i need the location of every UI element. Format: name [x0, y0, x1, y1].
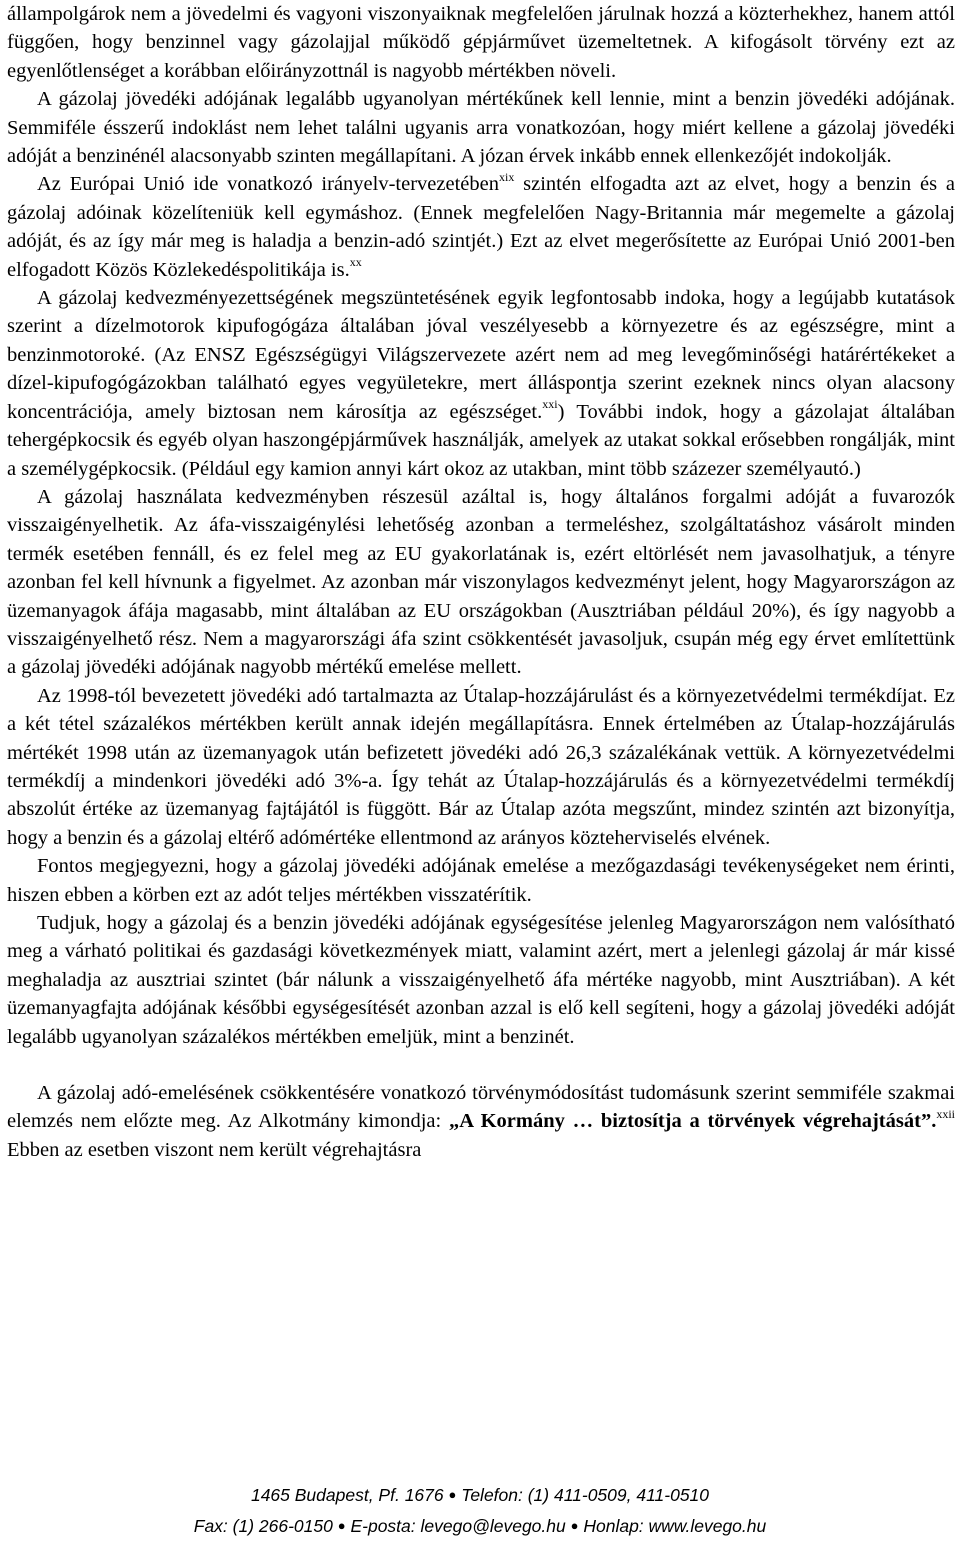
- paragraph-text: állampolgárok nem a jövedelmi és vagyoni viszonyaiknak megfelelően járulnak hozzá a közterhekhez, hanem attól függően, hogy benzinnel vagy gázolajjal működő gépjárművet üzemeltetnek. A kifogásolt törvény ezt az egyenlőtlenséget a korábban előirányzottnál is nagyobb mértékben növeli.: [7, 3, 955, 82]
- footnote-ref-xix: xix: [498, 169, 515, 184]
- bullet-icon: ●: [337, 1518, 346, 1533]
- paragraph-4: [7, 483, 955, 682]
- paragraph-text: Ebben az esetben viszont nem került végrehajtásra: [7, 1138, 422, 1161]
- paragraph-6: [7, 852, 955, 909]
- paragraph-5: [7, 682, 955, 852]
- paragraph-0: [7, 0, 955, 85]
- paragraph-3: [7, 284, 955, 483]
- footnote-ref-xx: xx: [349, 254, 362, 269]
- paragraph-text: A gázolaj kedvezményezettségének megszüntetésének egyik legfontosabb indoka, hogy a legújabb kutatások szerint a dízelmotorok kipufogógáza általában jóval veszélyesebb a környezetre és az egészségre, mint a benzinmotoroké. (Az ENSZ Egészségügyi Világszervezete azért nem ad meg levegőminőségi határértékeket a dízel-kipufogógázokban található egyes vegyületekre, mert álláspontja szerint ezeknek nincs olyan alacsony koncentrációja, amely biztosan nem károsítja az egészséget.: [7, 287, 955, 423]
- paragraph-7: [7, 909, 955, 1051]
- paragraph-text: A gázolaj használata kedvezményben részesül azáltal is, hogy általános forgalmi adóját a fuvarozók visszaigényelhetik. Az áfa-visszaigénylési lehetőség azonban a termeléshez, szolgáltatáshoz vásárolt minden termék esetében fennáll, és ez felel meg az EU gyakorlatának is, ezért eltörlését nem javasolhatjuk, a tényre azonban fel kell hívnunk a figyelmet. Az azonban már viszonylagos kedvezményt jelent, hogy Magyarországon az üzemanyagok áfája magasabb, mint általában az EU országokban (Ausztriában például 20%), és így nagyobb a visszaigényelhető rész. Nem a magyarországi áfa szint csökkentését javasoljuk, csupán még egy érvet említettünk a gázolaj jövedéki adójának nagyobb mértékű emelése mellett.: [7, 485, 955, 679]
- paragraph-text: ) További indok, hogy a gázolajat általában tehergépkocsik és egyéb olyan haszongépjárművek használják, amelyek az utakat sokkal erősebben rongálják, mint a személygépkocsik. (Például egy kamion annyi kárt okoz az utakban, mint több százezer személyautó.): [7, 400, 955, 480]
- bullet-icon: ●: [448, 1487, 457, 1502]
- paragraph-spacer: [7, 1051, 955, 1079]
- paragraph-text: A gázolaj jövedéki adójának legalább ugyanolyan mértékűnek kell lennie, mint a benzin jövedéki adójának. Semmiféle ésszerű indoklást nem lehet találni ugyanis arra vonatkozóan, hogy miért kellene a gázolaj jövedéki adóját a benzinénél alacsonyabb szinten megállapítani. A józan érvek inkább ennek ellenkezőjét indokolják.: [7, 88, 955, 168]
- footer-address-line: [0, 1485, 960, 1506]
- document-body: [7, 0, 955, 1164]
- footer-website[interactable]: Honlap: www.levego.hu: [583, 1516, 767, 1536]
- paragraph-2: [7, 170, 955, 284]
- footer-postal-address: 1465 Budapest, Pf. 1676: [250, 1485, 444, 1505]
- paragraph-8: [7, 1079, 955, 1164]
- footnote-ref-xxi: xxi: [542, 396, 558, 411]
- constitution-quote: „A Kormány … biztosítja a törvények végrehajtását”.: [448, 1110, 937, 1133]
- footnote-ref-xxii: xxii: [936, 1106, 955, 1121]
- paragraph-text: A gázolaj adó-emelésének csökkentésére vonatkozó törvénymódosítást tudomásunk szerint semmiféle szakmai elemzés nem előzte meg. Az Alkotmány kimondja:: [7, 1082, 955, 1133]
- footer-fax: Fax: (1) 266-0150: [193, 1516, 333, 1536]
- footer-phone: Telefon: (1) 411-0509, 411-0510: [461, 1485, 710, 1505]
- paragraph-text: szintén elfogadta azt az elvet, hogy a benzin és a gázolaj adóinak közelíteniük kell egymáshoz. (Ennek megfelelően Nagy-Britannia már megemelte a gázolaj adóját, és az így már meg is haladja a benzin-adó szintjét.) Ezt az elvet megerősítette az Európai Unió 2001-ben elfogadott Közös Közlekedéspolitikája is.: [7, 173, 955, 281]
- footer-email[interactable]: E-posta: levego@levego.hu: [350, 1516, 566, 1536]
- paragraph-text: Az Európai Unió ide vonatkozó irányelv-tervezetében: [37, 173, 499, 196]
- paragraph-text: Fontos megjegyezni, hogy a gázolaj jövedéki adójának emelése a mezőgazdasági tevékenységeket nem érinti, hiszen ebben a körben ezt az adót teljes mértékben visszatérítik.: [7, 855, 955, 906]
- bullet-icon: ●: [570, 1518, 579, 1533]
- paragraph-1: [7, 85, 955, 170]
- paragraph-text: Az 1998-tól bevezetett jövedéki adó tartalmazta az Útalap-hozzájárulást és a környezetvédelmi termékdíjat. Ez a két tétel százalékos mértékben került annak idején megállapításra. Ennek értelmében az Útalap-hozzájárulás mértékét 1998 után az üzemanyagok után befizetett jövedéki adó 26,3 százalékának vettük. A környezetvédelmi termékdíj a mindenkori jövedéki adó 3%-a. Így tehát az Útalap-hozzájárulás és a környezetvédelmi termékdíj abszolút értéke az üzemanyag fajtájától is függött. Bár az Útalap azóta megszűnt, mindez szintén azt bizonyítja, hogy a benzin és a gázolaj eltérő adómértéke ellentmond az arányos közteherviselés elvének.: [7, 684, 955, 849]
- paragraph-text: Tudjuk, hogy a gázolaj és a benzin jövedéki adójának egységesítése jelenleg Magyarországon nem valósítható meg a várható politikai és gazdasági következmények miatt, valamint azért, mert a jelenlegi gázolaj ár már kissé meghaladja az ausztriai szintet (bár nálunk a visszaigényelhető áfa mértéke nagyobb, mint Ausztriában). A két üzemanyagfajta adójának későbbi egységesítését azonban azzal is elő kell segíteni, hogy a gázolaj jövedéki adóját legalább ugyanolyan százalékos mértékben emeljük, mint a benzinét.: [7, 912, 955, 1048]
- footer-contact-line: [0, 1516, 960, 1537]
